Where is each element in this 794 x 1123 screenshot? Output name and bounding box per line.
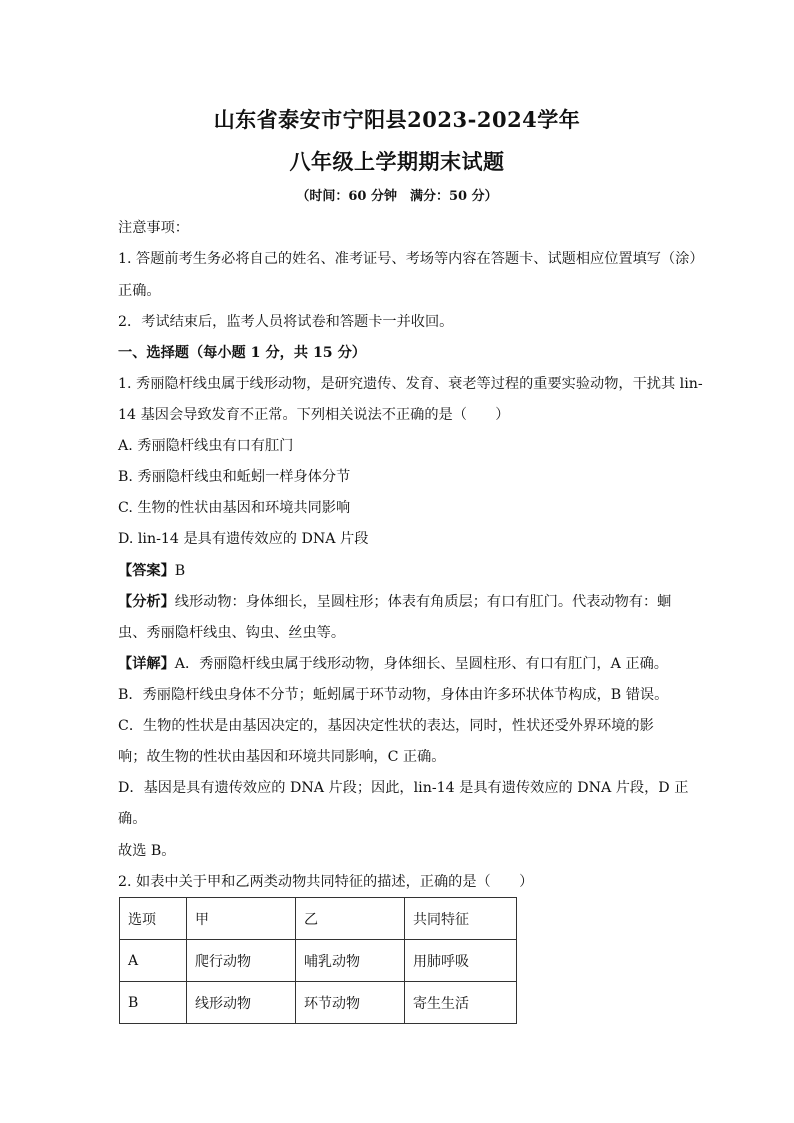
analysis-tag: 【分析】 [118, 594, 175, 610]
q1-detail-d2: 确。 [118, 811, 147, 827]
q1-option-d: D. lin-14 是具有遗传效应的 DNA 片段 [118, 531, 369, 547]
q1-answer [118, 561, 678, 581]
analysis-text-a: 线形动物：身体细长，呈圆柱形；体表有角质层；有口有肛门。代表动物有：蛔 [174, 594, 672, 610]
table-cell: 哺乳动物 [296, 940, 405, 982]
q1-stem-a: 1. 秀丽隐杆线虫属于线形动物，是研究遗传、发育、衰老等过程的重要实验动物，干扰其 lin- [118, 376, 703, 392]
q1-option-c: C. 生物的性状由基因和环境共同影响 [118, 500, 351, 516]
q1-detail-d1: D．基因是具有遗传效应的 DNA 片段；因此，lin-14 是具有遗传效应的 DNA 片段，D 正 [118, 780, 689, 796]
table-cell: 用肺呼吸 [405, 940, 517, 982]
notes-item-1a: 1. 答题前考生务必将自己的姓名、准考证号、考场等内容在答题卡、试题相应位置填写（涂） [118, 251, 704, 267]
q1-stem-b: 14 基因会导致发育不正常。下列相关说法不正确的是（ ） [118, 407, 510, 423]
detail-text-a: A．秀丽隐杆线虫属于线形动物，身体细长、呈圆柱形、有口有肛门，A 正确。 [174, 656, 668, 672]
table-header-row [120, 898, 517, 940]
section-heading: 一、选择题（每小题 1 分，共 15 分） [118, 345, 366, 361]
q1-option-a: A. 秀丽隐杆线虫有口有肛门 [118, 438, 294, 454]
table-header-cell: 乙 [296, 898, 405, 940]
table-cell: 环节动物 [296, 982, 405, 1024]
q1-detail-c2: 响；故生物的性状由基因和环境共同影响，C 正确。 [118, 749, 446, 765]
notes-item-2: 2．考试结束后，监考人员将试卷和答题卡一并收回。 [118, 314, 454, 330]
table-cell: A [120, 940, 187, 982]
table-header-cell: 选项 [120, 898, 187, 940]
q2-stem: 2. 如表中关于甲和乙两类动物共同特征的描述，正确的是（ ） [118, 874, 534, 890]
table-cell: 寄生生活 [405, 982, 517, 1024]
q1-analysis-b: 虫、秀丽隐杆线虫、钩虫、丝虫等。 [118, 625, 346, 641]
table-cell: 线形动物 [187, 982, 296, 1024]
exam-time-score: （时间：60 分钟 满分：50 分） [296, 189, 498, 204]
table-header-cell: 共同特征 [405, 898, 517, 940]
q1-detail-c1: C．生物的性状是由基因决定的，基因决定性状的表达，同时，性状还受外界环境的影 [118, 718, 654, 734]
exam-title-line1: 山东省泰安市宁阳县2023-2024学年 [213, 107, 581, 132]
notes-item-1b: 正确。 [118, 283, 161, 299]
table-header-cell: 甲 [187, 898, 296, 940]
answer-tag: 【答案】 [118, 563, 175, 579]
table-row [120, 940, 517, 982]
q2-options-table [119, 897, 517, 1024]
q1-detail-a [118, 654, 678, 674]
q1-conclusion: 故选 B。 [118, 843, 176, 859]
table-row [120, 982, 517, 1024]
answer-value: B [174, 563, 186, 579]
detail-tag: 【详解】 [118, 656, 175, 672]
table-cell: B [120, 982, 187, 1024]
table-cell: 爬行动物 [187, 940, 296, 982]
notes-heading: 注意事项： [118, 220, 189, 236]
q1-detail-b: B．秀丽隐杆线虫身体不分节；蚯蚓属于环节动物，身体由许多环状体节构成，B 错误。 [118, 687, 669, 703]
exam-title-line2: 八年级上学期期末试题 [289, 149, 505, 174]
q1-option-b: B. 秀丽隐杆线虫和蚯蚓一样身体分节 [118, 469, 351, 485]
q1-analysis-a [118, 592, 678, 612]
